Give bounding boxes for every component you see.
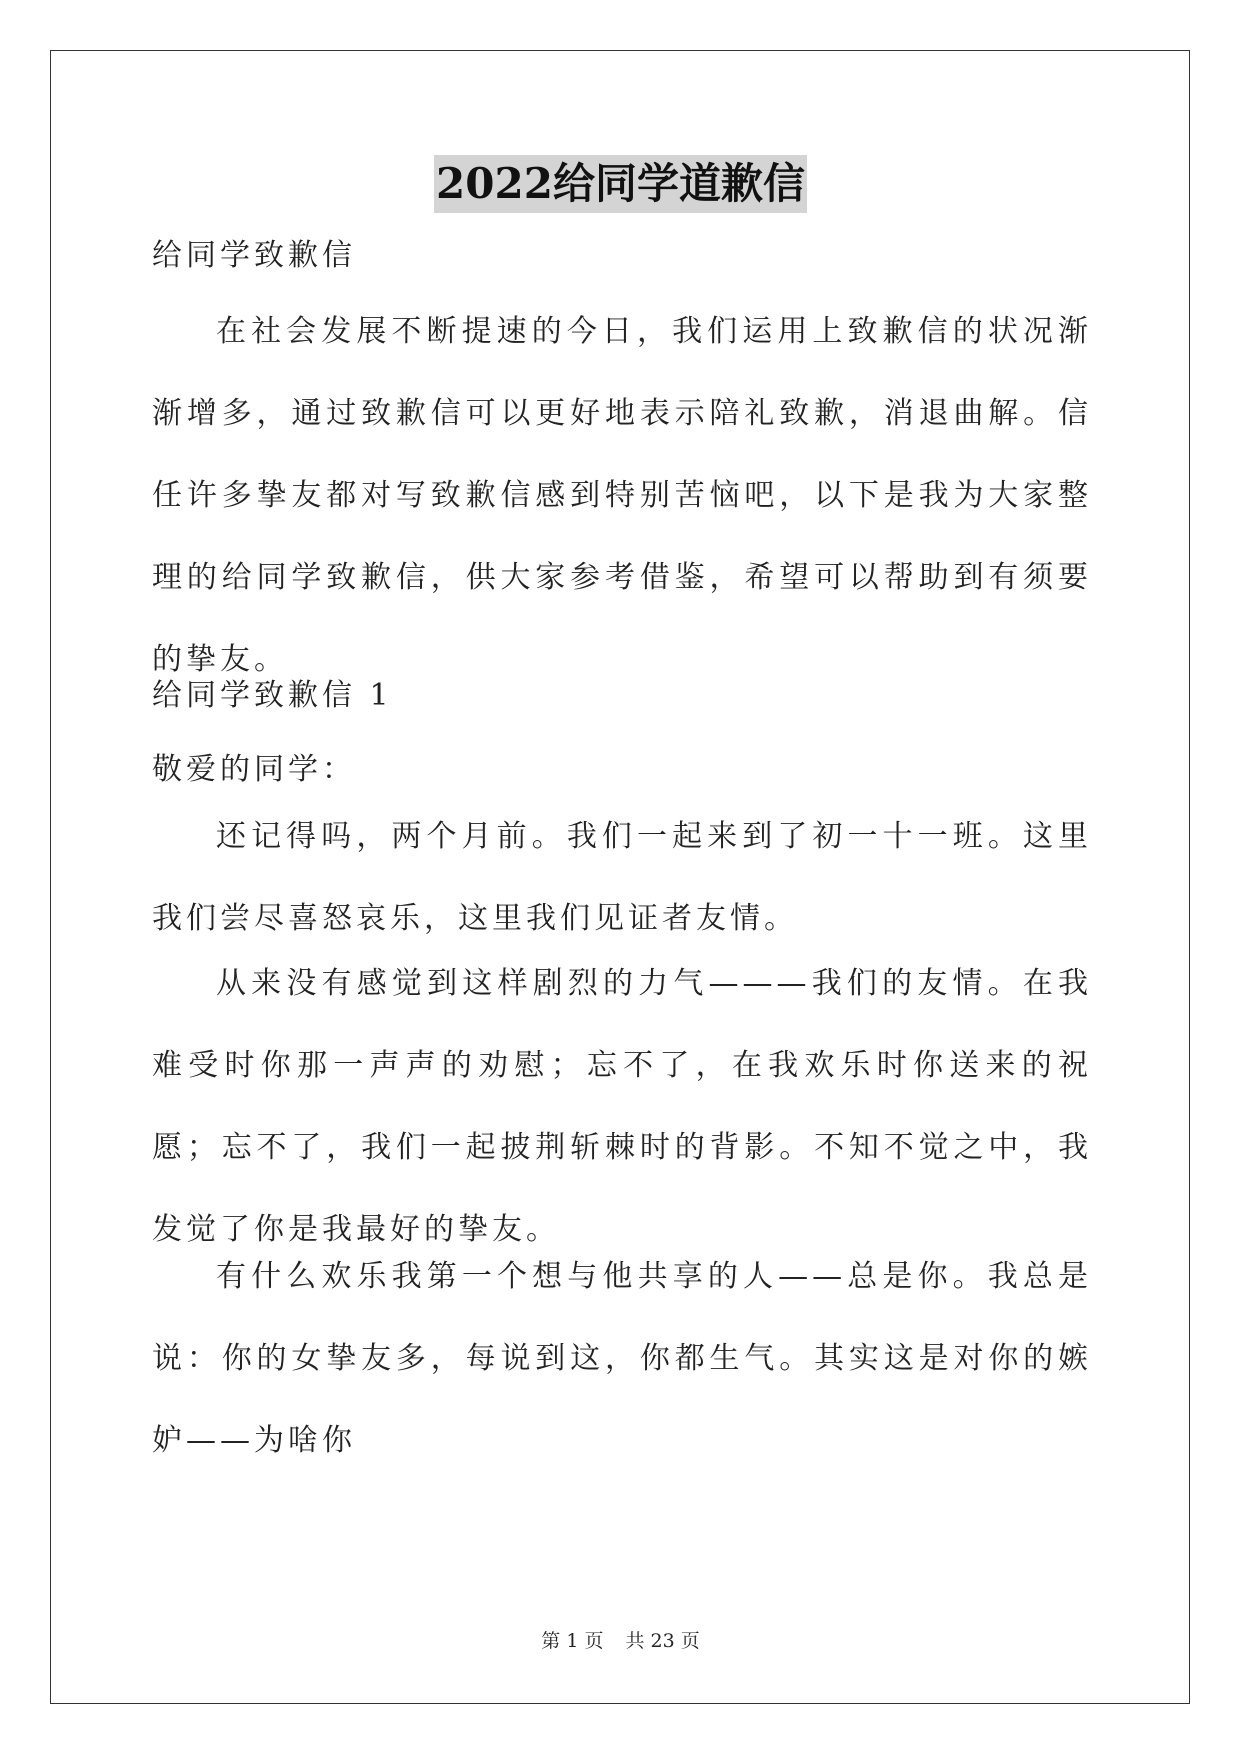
document-title <box>0 155 1241 213</box>
document-title-text: 2022给同学道歉信 <box>434 155 807 213</box>
letter-paragraph: 有什么欢乐我第一个想与他共享的人——总是你。我总是说：你的女挚友多，每说到这，你都生气。其实这是对你的嫉妒——为啥你 <box>152 1259 1092 1458</box>
letter-paragraph: 还记得吗，两个月前。我们一起来到了初一十一班。这里我们尝尽喜怒哀乐，这里我们见证者友情。 <box>152 819 1092 936</box>
page-number-current: 第 1 页 <box>541 1630 604 1652</box>
page-footer <box>0 1626 1241 1653</box>
letter-paragraph: 从来没有感觉到这样剧烈的力气———我们的友情。在我难受时你那一声声的劝慰；忘不了，在我欢乐时你送来的祝愿；忘不了，我们一起披荆斩棘时的背影。不知不觉之中，我发觉了你是我最好的挚友。 <box>152 966 1092 1247</box>
letter-salutation: 敬爱的同学： <box>152 752 356 787</box>
page-number-total: 共 23 页 <box>625 1630 700 1652</box>
intro-paragraph: 在社会发展不断提速的今日，我们运用上致歉信的状况渐渐增多，通过致歉信可以更好地表示陪礼致歉，消退曲解。信任许多挚友都对写致歉信感到特别苦恼吧，以下是我为大家整理的给同学致歉信，供大家参考借鉴，希望可以帮助到有须要的挚友。 <box>152 314 1092 677</box>
section-heading-intro: 给同学致歉信 <box>152 238 356 273</box>
section-heading-letter-1: 给同学致歉信 1 <box>152 678 393 713</box>
